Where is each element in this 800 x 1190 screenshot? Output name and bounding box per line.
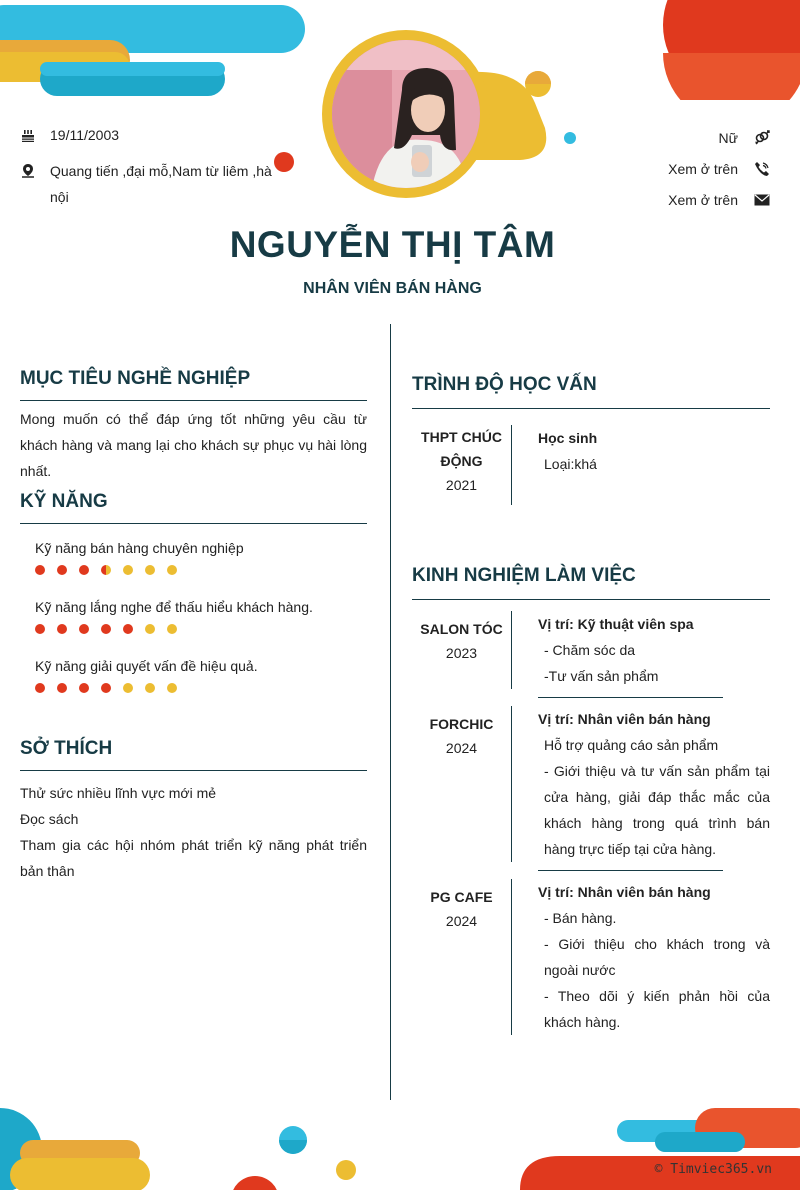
candidate-name: NGUYỄN THỊ TÂM (229, 224, 556, 265)
experience-when (412, 879, 512, 1035)
contact-left (20, 122, 290, 220)
experience-detail-line: - Giới thiệu cho khách trong và ngoài nước (544, 936, 770, 978)
education-year: 2021 (445, 477, 478, 493)
education-title: TRÌNH ĐỘ HỌC VẤN (412, 374, 770, 409)
experience-detail-line: - Chăm sóc da (544, 642, 636, 658)
skill-rating (35, 561, 367, 579)
rating-dot (123, 683, 133, 693)
top-right-decoration (660, 0, 800, 100)
bottom-left-decoration (0, 1100, 360, 1190)
experience-detail-line: Hỗ trợ quảng cáo sản phẩm (544, 737, 719, 753)
skill-item (20, 535, 367, 579)
rating-dot (101, 624, 111, 634)
envelope-icon (738, 194, 770, 206)
skills-list (20, 535, 367, 697)
location-pin-icon (20, 158, 50, 184)
phone-row (570, 153, 770, 184)
position: Vị trí: Nhân viên bán hàng (538, 711, 711, 727)
experience-section (412, 565, 770, 1035)
phone-text: Xem ở trên (668, 160, 738, 177)
education-list (412, 425, 770, 505)
hobbies-section (20, 736, 367, 884)
experience-title: KINH NGHIỆM LÀM VIỆC (412, 565, 770, 600)
objective-title: MỤC TIÊU NGHỀ NGHIỆP (20, 366, 367, 401)
position: Vị trí: Nhân viên bán hàng (538, 884, 711, 900)
school-name: THPT CHÚC ĐỘNG (421, 429, 502, 469)
experience-when (412, 611, 512, 689)
objective-section (20, 366, 367, 484)
rating-dot (101, 565, 111, 575)
birthday-row (20, 122, 290, 148)
rating-dot (57, 683, 67, 693)
gender-row (570, 122, 770, 153)
top-left-decoration (0, 0, 310, 100)
skills-title: KỸ NĂNG (20, 489, 367, 524)
rating-dot (57, 624, 67, 634)
rating-dot (167, 565, 177, 575)
watermark: © Timviec365.vn (654, 1162, 772, 1177)
email-row (570, 184, 770, 215)
rating-dot (35, 624, 45, 634)
experience-list (412, 611, 770, 1035)
hobbies-list (20, 780, 367, 884)
skill-name: Kỹ năng bán hàng chuyên nghiệp (35, 540, 244, 556)
gender-text: Nữ (718, 129, 738, 146)
cake-icon (20, 122, 50, 148)
experience-detail-line: - Bán hàng. (544, 910, 617, 926)
job-title: NHÂN VIÊN BÁN HÀNG (303, 280, 482, 297)
rating-dot (101, 683, 111, 693)
hobby-item: Đọc sách (20, 811, 79, 827)
rating-dot (79, 565, 89, 575)
hobbies-title: SỞ THÍCH (20, 736, 367, 771)
gender-icon (738, 130, 770, 146)
education-entry (412, 425, 770, 505)
rating-dot (167, 624, 177, 634)
experience-year: 2024 (445, 740, 478, 756)
experience-details (512, 879, 770, 1035)
hobby-item: Tham gia các hội nhóm phát triển kỹ năng phát triển bản thân (20, 837, 367, 879)
skill-rating (35, 679, 367, 697)
education-section (412, 374, 770, 505)
skill-name: Kỹ năng giải quyết vấn đề hiệu quả. (35, 658, 258, 674)
skill-item (20, 594, 367, 638)
degree: Học sinh (538, 430, 598, 446)
column-divider (390, 324, 391, 1100)
skill-name: Kỹ năng lắng nghe để thấu hiểu khách hàng. (35, 599, 313, 615)
hobby-item: Thử sức nhiều lĩnh vực mới mẻ (20, 785, 217, 801)
address-text: Quang tiến ,đại mỗ,Nam từ liêm ,hà nội (50, 163, 272, 205)
experience-detail-line: -Tư vấn sản phẩm (544, 668, 659, 684)
rating-dot (123, 565, 133, 575)
rating-dot (145, 624, 155, 634)
company-name: SALON TÓC (420, 621, 503, 637)
rating-dot (79, 624, 89, 634)
email-text: Xem ở trên (668, 191, 738, 208)
objective-text: Mong muốn có thể đáp ứng tốt những yêu cầu từ khách hàng và mang lại cho khách sự phục vụ hài lòng nhất. (20, 411, 367, 479)
rating-dot (57, 565, 67, 575)
experience-details (512, 611, 770, 689)
education-detail-line: Loại:khá (544, 456, 597, 472)
experience-year: 2023 (445, 645, 478, 661)
experience-details (512, 706, 770, 862)
rating-dot (79, 683, 89, 693)
skill-item (20, 653, 367, 697)
rating-dot (145, 683, 155, 693)
phone-icon (738, 161, 770, 177)
avatar (332, 40, 480, 188)
company-name: FORCHIC (429, 716, 494, 732)
company-name: PG CAFE (430, 889, 493, 905)
rating-dot (145, 565, 155, 575)
contact-right (570, 122, 770, 215)
experience-year: 2024 (445, 913, 478, 929)
experience-entry (412, 698, 770, 870)
experience-entry (412, 611, 770, 697)
rating-dot (167, 683, 177, 693)
experience-detail-line: - Theo dõi ý kiến phản hồi của khách hàng. (544, 988, 770, 1030)
rating-dot (123, 624, 133, 634)
experience-when (412, 706, 512, 862)
education-details (512, 425, 770, 505)
experience-entry (412, 871, 770, 1035)
birthday-text: 19/11/2003 (50, 127, 120, 143)
rating-dot (35, 683, 45, 693)
address-row (20, 158, 290, 210)
education-when (412, 425, 512, 505)
skills-section (20, 489, 367, 712)
rating-dot (35, 565, 45, 575)
skill-rating (35, 620, 367, 638)
experience-detail-line: - Giới thiệu và tư vấn sản phẩm tại cửa hàng, giải đáp thắc mắc của khách hàng trong quá trình bán hàng trực tiếp tại cửa hàng. (544, 763, 770, 857)
position: Vị trí: Kỹ thuật viên spa (538, 616, 694, 632)
